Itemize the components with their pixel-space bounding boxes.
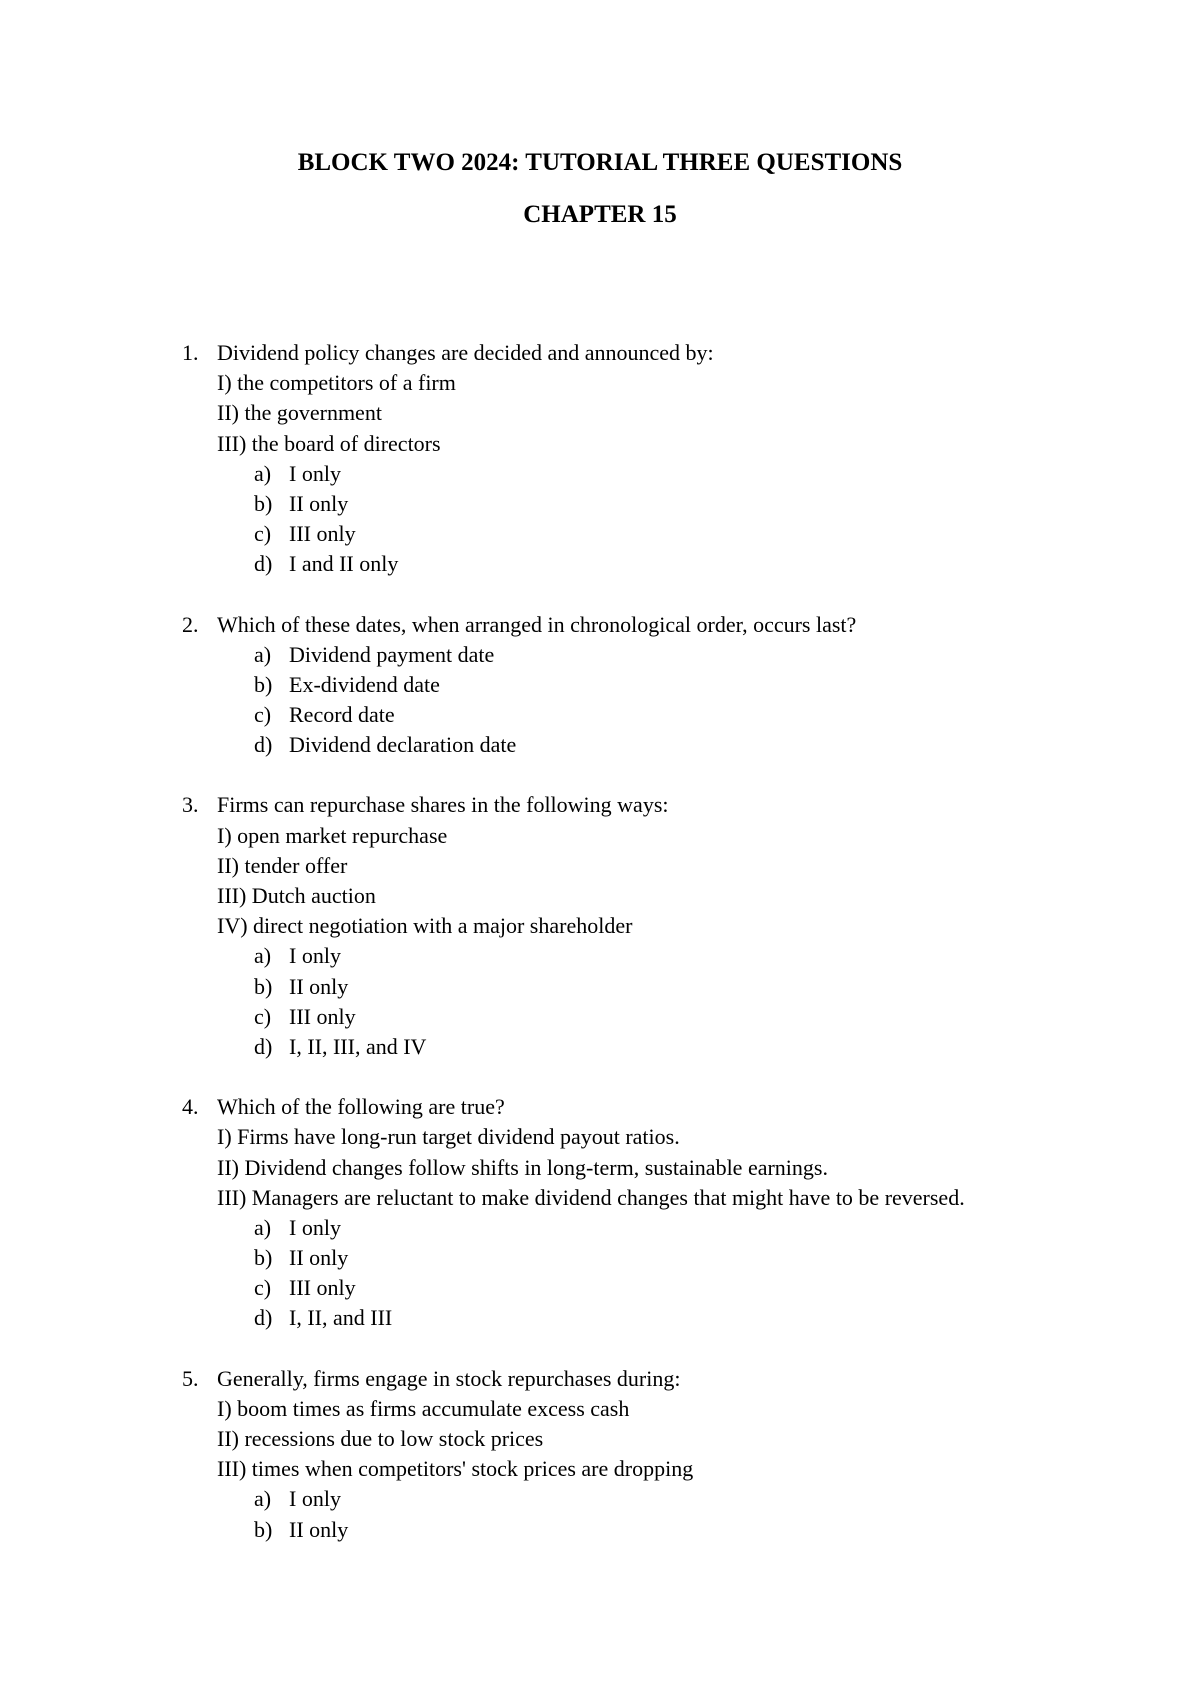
statement-line (0, 911, 1200, 941)
option-letter: d) (254, 732, 273, 758)
question-stem (0, 1364, 1200, 1394)
option-letter: b) (254, 1516, 273, 1542)
option-letter: d) (254, 1033, 273, 1059)
question-stem (0, 790, 1200, 820)
answer-option (0, 700, 1200, 730)
answer-option (0, 519, 1200, 549)
option-text: III only (289, 521, 356, 547)
option-text: Record date (289, 702, 395, 728)
statement-text: I) open market repurchase (217, 822, 448, 848)
statement-text: IV) direct negotiation with a major shareholder (217, 913, 633, 939)
option-letter: c) (254, 1003, 272, 1029)
statement-line (0, 429, 1200, 459)
answer-option (0, 941, 1200, 971)
statement-line (0, 1153, 1200, 1183)
answer-option (0, 459, 1200, 489)
question-item (0, 790, 1200, 1062)
answer-option (0, 640, 1200, 670)
question-stem (0, 1092, 1200, 1122)
option-letter: b) (254, 490, 273, 516)
answer-option (0, 1303, 1200, 1333)
option-text: I, II, III, and IV (289, 1033, 427, 1059)
question-stem (0, 610, 1200, 640)
statement-line (0, 398, 1200, 428)
answer-option (0, 1484, 1200, 1514)
option-text: I only (289, 1486, 341, 1512)
statement-text: III) Managers are reluctant to make dividend changes that might have to be reversed. (217, 1184, 965, 1210)
question-item (0, 338, 1200, 580)
option-text: I, II, and III (289, 1305, 393, 1331)
answer-option (0, 1515, 1200, 1545)
question-number: 4. (182, 1094, 199, 1120)
question-text: Firms can repurchase shares in the following ways: (217, 792, 669, 818)
question-text: Which of the following are true? (217, 1094, 505, 1120)
answer-option (0, 1213, 1200, 1243)
option-text: II only (289, 1245, 349, 1271)
statement-text: III) the board of directors (217, 430, 441, 456)
option-text: III only (289, 1275, 356, 1301)
statement-line (0, 1122, 1200, 1152)
question-stem (0, 338, 1200, 368)
question-number: 5. (182, 1365, 199, 1391)
question-number: 3. (182, 792, 199, 818)
option-text: III only (289, 1003, 356, 1029)
statement-text: II) tender offer (217, 852, 348, 878)
answer-option (0, 730, 1200, 760)
option-letter: c) (254, 702, 272, 728)
question-text: Dividend policy changes are decided and announced by: (217, 340, 714, 365)
statement-line (0, 1424, 1200, 1454)
option-letter: d) (254, 551, 273, 577)
option-text: II only (289, 1516, 349, 1542)
statement-line (0, 1183, 1200, 1213)
option-letter: c) (254, 521, 272, 547)
option-letter: a) (254, 1214, 272, 1240)
question-text: Which of these dates, when arranged in chronological order, occurs last? (217, 611, 857, 637)
statement-line (0, 821, 1200, 851)
answer-option (0, 1273, 1200, 1303)
option-text: Dividend declaration date (289, 732, 517, 758)
option-letter: b) (254, 671, 273, 697)
question-item (0, 610, 1200, 761)
statement-text: III) times when competitors' stock prices are dropping (217, 1456, 694, 1482)
statement-line (0, 1454, 1200, 1484)
option-text: I only (289, 943, 341, 969)
statement-line (0, 881, 1200, 911)
answer-option (0, 1243, 1200, 1273)
option-letter: a) (254, 641, 272, 667)
option-letter: a) (254, 460, 272, 486)
answer-option (0, 489, 1200, 519)
question-text: Generally, firms engage in stock repurchases during: (217, 1365, 681, 1391)
statement-text: II) the government (217, 400, 382, 426)
option-text: I only (289, 1214, 341, 1240)
option-text: II only (289, 490, 349, 516)
page-title: BLOCK TWO 2024: TUTORIAL THREE QUESTIONS (297, 149, 903, 176)
option-text: Ex-dividend date (289, 671, 440, 697)
option-text: II only (289, 973, 349, 999)
answer-option (0, 972, 1200, 1002)
option-text: I and II only (289, 551, 399, 577)
question-item (0, 1092, 1200, 1334)
statement-text: II) Dividend changes follow shifts in long-term, sustainable earnings. (217, 1154, 828, 1180)
statement-line (0, 1394, 1200, 1424)
option-text: I only (289, 460, 341, 486)
question-number: 2. (182, 611, 199, 637)
option-letter: a) (254, 1486, 272, 1512)
answer-option (0, 549, 1200, 579)
option-letter: a) (254, 943, 272, 969)
question-list (0, 338, 1200, 1575)
chapter-heading: CHAPTER 15 (523, 201, 677, 228)
question-number: 1. (182, 340, 199, 365)
option-letter: b) (254, 1245, 273, 1271)
statement-line (0, 851, 1200, 881)
question-item (0, 1364, 1200, 1545)
answer-option (0, 1002, 1200, 1032)
answer-option (0, 1032, 1200, 1062)
answer-option (0, 670, 1200, 700)
statement-text: I) the competitors of a firm (217, 370, 456, 396)
statement-text: II) recessions due to low stock prices (217, 1426, 544, 1451)
option-text: Dividend payment date (289, 641, 495, 667)
option-letter: d) (254, 1305, 273, 1331)
statement-line (0, 368, 1200, 398)
statement-text: III) Dutch auction (217, 883, 376, 908)
statement-text: I) Firms have long-run target dividend payout ratios. (217, 1124, 680, 1150)
statement-text: I) boom times as firms accumulate excess cash (217, 1395, 630, 1421)
option-letter: b) (254, 973, 273, 999)
option-letter: c) (254, 1275, 272, 1301)
